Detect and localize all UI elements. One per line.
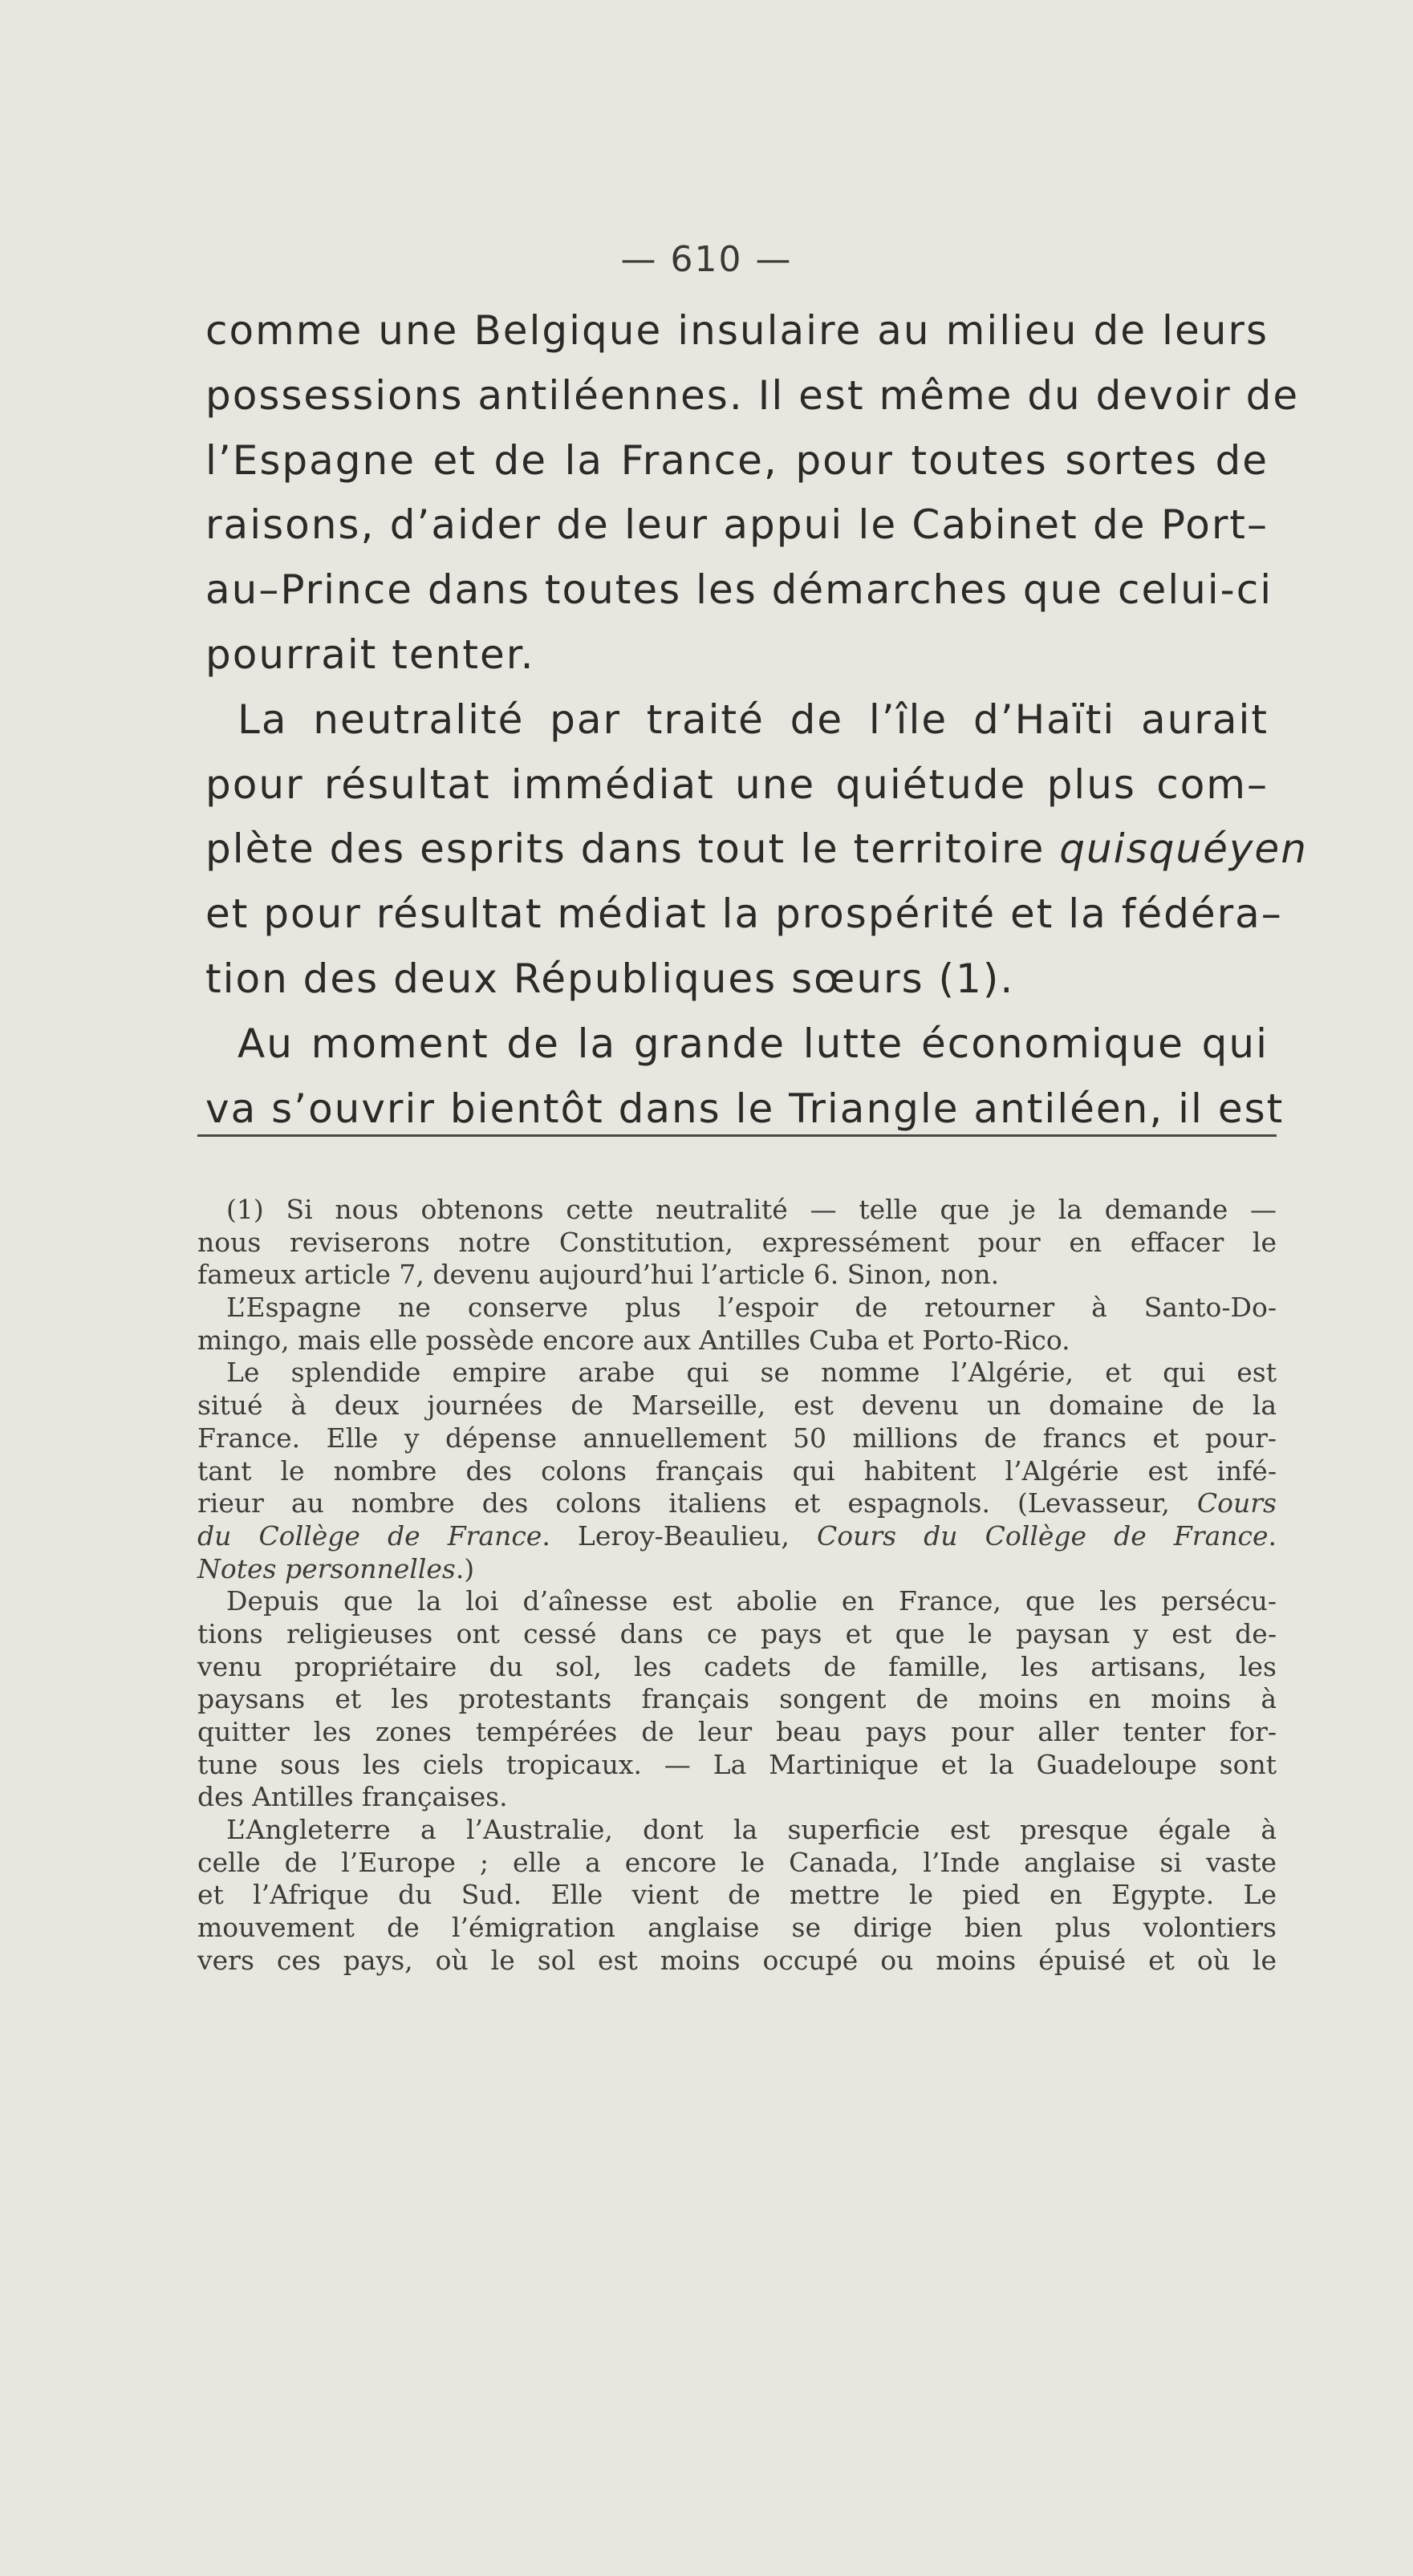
text-run: plète des esprits dans tout le territoire (205, 826, 1060, 873)
italic-title: Notes personnelles (197, 1552, 456, 1584)
footnote-separator (197, 1134, 1277, 1137)
main-text (205, 298, 1308, 1141)
italic-title: du Collège de France (197, 1519, 542, 1552)
footnote-line: tions religieuses ont cessé dans ce pays et que le paysan y est de- (197, 1617, 1277, 1649)
text-line: Au moment de la grande lutte économique qui (238, 1020, 1269, 1067)
text-line: raisons, d’aider de leur appui le Cabinet de Port– (205, 501, 1269, 549)
footnote-line: mingo, mais elle possède encore aux Antilles Cuba et Porto-Rico. (197, 1324, 1070, 1356)
text-run: .) (455, 1552, 475, 1584)
footnote-line: situé à deux journées de Marseille, est devenu un domaine de la (197, 1389, 1277, 1422)
text-line: pourrait tenter. (205, 631, 535, 678)
text-line: comme une Belgique insulaire au milieu de leurs (205, 307, 1269, 354)
text-line: et pour résultat médiat la prospérité et la fédéra– (205, 890, 1283, 938)
footnote-line: vers ces pays, où le sol est moins occupé ou moins épuisé et où le (197, 1944, 1277, 1976)
footnote-line: venu propriétaire du sol, les cadets de famille, les artisans, les (197, 1650, 1277, 1682)
text-line: La neutralité par traité de l’île d’Haïti aurait (238, 696, 1269, 743)
text-line: tion des deux Républiques sœurs (1). (205, 955, 1015, 1002)
footnote-line: Le splendide empire arabe qui se nomme l’Algérie, et qui est (226, 1357, 1277, 1389)
footnote-line: des Antilles françaises. (197, 1781, 508, 1813)
footnote-line: France. Elle y dépense annuellement 50 millions de francs et pour- (197, 1422, 1277, 1454)
footnote-line: paysans et les protestants français songent de moins en moins à (197, 1683, 1277, 1715)
text-line: au–Prince dans toutes les démarches que celui-ci (205, 566, 1273, 614)
footnote-line: tune sous les ciels tropicaux. — La Martinique et la Guadeloupe sont (197, 1748, 1277, 1780)
italic-title: Cours du Collège de France (817, 1519, 1269, 1552)
footnote-line: fameux article 7, devenu aujourd’hui l’article 6. Sinon, non. (197, 1259, 1000, 1291)
footnote-line: mouvement de l’émigration anglaise se dirige bien plus volontiers (197, 1912, 1277, 1944)
footnote-line (197, 1520, 1277, 1553)
footnote-line: L’Espagne ne conserve plus l’espoir de retourner à Santo-Do- (226, 1292, 1277, 1324)
footnote-line: et l’Afrique du Sud. Elle vient de mettre le pied en Egypte. Le (197, 1879, 1277, 1911)
text-line: pour résultat immédiat une quiétude plus com– (205, 761, 1269, 808)
footnote-line (197, 1487, 1277, 1520)
footnote-line: Depuis que la loi d’aînesse est abolie en France, que les persécu- (226, 1585, 1277, 1617)
footnote-line: L’Angleterre a l’Australie, dont la superficie est presque égale à (226, 1814, 1277, 1846)
page-number: — 610 — (620, 239, 793, 280)
italic-title: Cours (1196, 1487, 1277, 1519)
text-line (205, 817, 1308, 882)
text-line: possessions antiléennes. Il est même du devoir de (205, 371, 1300, 419)
footnote-line: nous reviserons notre Constitution, expressément pour en effacer le (197, 1226, 1277, 1258)
text-run: . Leroy-Beaulieu, (542, 1519, 817, 1552)
italic-word: quisquéyen (1059, 826, 1308, 873)
text-line: l’Espagne et de la France, pour toutes sortes de (205, 436, 1269, 484)
footnote-line: celle de l’Europe ; elle a encore le Canada, l’Inde anglaise si vaste (197, 1846, 1277, 1878)
footnote-line: quitter les zones tempérées de leur beau pays pour aller tenter for- (197, 1716, 1277, 1747)
footnote-line: (1) Si nous obtenons cette neutralité — telle que je la demande — (226, 1194, 1277, 1225)
footnotes (197, 1194, 1277, 1978)
footnote-line (197, 1553, 1277, 1586)
text-run: . (1268, 1519, 1277, 1552)
footnote-line: tant le nombre des colons français qui habitent l’Algérie est infé- (197, 1454, 1277, 1487)
text-line: va s’ouvrir bientôt dans le Triangle antiléen, il est (205, 1085, 1285, 1132)
text-run: rieur au nombre des colons italiens et espagnols. (Levasseur, (197, 1487, 1197, 1519)
